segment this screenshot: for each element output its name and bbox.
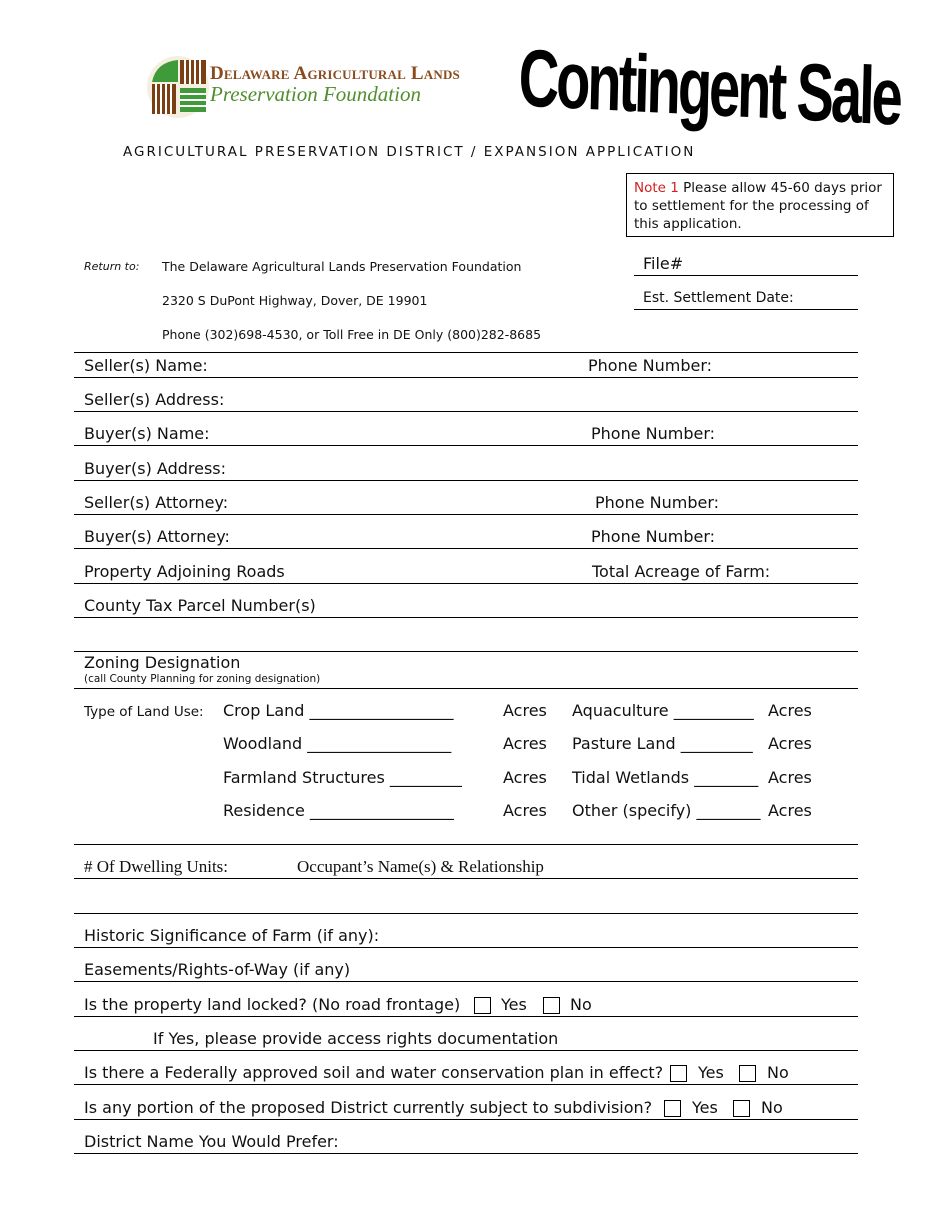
buyer-address-line[interactable]	[74, 480, 858, 481]
file-number-line[interactable]	[634, 275, 858, 276]
no-label: No	[767, 1063, 789, 1082]
land-use-structures[interactable]: Farmland Structures _________	[223, 768, 462, 787]
zoning-note: (call County Planning for zoning designation)	[84, 673, 321, 685]
acres-label: Acres	[768, 768, 812, 787]
dwelling-units-label: # Of Dwelling Units:	[84, 857, 229, 876]
seller-attorney-line[interactable]	[74, 514, 858, 515]
divider	[74, 844, 858, 845]
divider	[74, 1050, 858, 1051]
land-use-pasture[interactable]: Pasture Land _________	[572, 734, 753, 753]
acres-label: Acres	[768, 701, 812, 720]
seller-attorney-label: Seller(s) Attorney:	[84, 493, 229, 512]
return-to-label: Return to:	[84, 260, 140, 273]
org-name-line2: Preservation Foundation	[210, 82, 421, 106]
buyer-attorney-label: Buyer(s) Attorney:	[84, 527, 230, 546]
note-label: Note 1	[634, 180, 679, 196]
note-text: Please allow 45-60 days prior to settlement for the processing of this application.	[634, 180, 882, 232]
acres-label: Acres	[768, 734, 812, 753]
divider	[74, 1016, 858, 1017]
easements-label: Easements/Rights-of-Way (if any)	[84, 960, 351, 979]
acres-label: Acres	[503, 734, 547, 753]
land-use-other[interactable]: Other (specify) ________	[572, 801, 761, 820]
subdivision-yes-checkbox[interactable]	[664, 1100, 681, 1117]
yes-label: Yes	[692, 1098, 718, 1117]
acres-label: Acres	[503, 768, 547, 787]
seller-attorney-phone-label: Phone Number:	[595, 493, 720, 512]
landlocked-no-checkbox[interactable]	[543, 997, 560, 1014]
acres-label: Acres	[503, 701, 547, 720]
settlement-date-line[interactable]	[634, 309, 858, 310]
subdivision-no-checkbox[interactable]	[733, 1100, 750, 1117]
adjoining-roads-label: Property Adjoining Roads	[84, 562, 285, 581]
acres-label: Acres	[768, 801, 812, 820]
contingent-sale-stamp: Contingent Sale	[517, 31, 901, 143]
divider	[74, 651, 858, 652]
land-use-residence[interactable]: Residence __________________	[223, 801, 454, 820]
landlocked-note: If Yes, please provide access rights documentation	[153, 1029, 559, 1048]
acres-label: Acres	[503, 801, 547, 820]
land-use-woodland[interactable]: Woodland __________________	[223, 734, 452, 753]
historic-label: Historic Significance of Farm (if any):	[84, 926, 380, 945]
return-address: 2320 S DuPont Highway, Dover, DE 19901	[162, 293, 428, 308]
no-label: No	[761, 1098, 783, 1117]
note-box	[626, 173, 894, 237]
buyer-address-label: Buyer(s) Address:	[84, 459, 227, 478]
yes-label: Yes	[501, 995, 527, 1014]
land-use-label: Type of Land Use:	[84, 704, 204, 720]
subdivision-question: Is any portion of the proposed District currently subject to subdivision?	[84, 1098, 653, 1117]
seller-address-line[interactable]	[74, 411, 858, 412]
zoning-label: Zoning Designation	[84, 653, 241, 672]
buyer-name-line[interactable]	[74, 445, 858, 446]
conservation-no-checkbox[interactable]	[739, 1065, 756, 1082]
no-label: No	[570, 995, 592, 1014]
landlocked-question: Is the property land locked? (No road frontage)	[84, 995, 461, 1014]
seller-name-line[interactable]	[74, 377, 858, 378]
easements-line[interactable]	[74, 981, 858, 982]
return-phone: Phone (302)698-4530, or Toll Free in DE Only (800)282-8685	[162, 327, 542, 342]
conservation-question: Is there a Federally approved soil and water conservation plan in effect?	[84, 1063, 664, 1082]
roads-line[interactable]	[74, 583, 858, 584]
district-name-line[interactable]	[74, 1153, 858, 1154]
buyer-attorney-line[interactable]	[74, 548, 858, 549]
land-use-tidal-wetlands[interactable]: Tidal Wetlands ________	[572, 768, 759, 787]
buyer-name-label: Buyer(s) Name:	[84, 424, 210, 443]
application-title: AGRICULTURAL PRESERVATION DISTRICT / EXPANSION APPLICATION	[123, 144, 696, 160]
occupants-label: Occupant’s Name(s) & Relationship	[297, 857, 544, 876]
parcel-number-label: County Tax Parcel Number(s)	[84, 596, 316, 615]
dwelling-line-2[interactable]	[74, 913, 858, 914]
land-use-aquaculture[interactable]: Aquaculture __________	[572, 701, 754, 720]
settlement-date-label: Est. Settlement Date:	[643, 290, 794, 306]
zoning-line[interactable]	[74, 688, 858, 689]
return-name: The Delaware Agricultural Lands Preservation Foundation	[162, 259, 522, 274]
seller-name-label: Seller(s) Name:	[84, 356, 208, 375]
divider	[74, 1119, 858, 1120]
total-acreage-label: Total Acreage of Farm:	[592, 562, 771, 581]
divider	[74, 1084, 858, 1085]
org-name-line1: Delaware Agricultural Lands	[210, 63, 460, 84]
yes-label: Yes	[698, 1063, 724, 1082]
divider	[74, 352, 858, 353]
conservation-yes-checkbox[interactable]	[670, 1065, 687, 1082]
historic-line[interactable]	[74, 947, 858, 948]
landlocked-yes-checkbox[interactable]	[474, 997, 491, 1014]
file-number-label: File#	[643, 254, 684, 273]
buyer-attorney-phone-label: Phone Number:	[591, 527, 716, 546]
district-name-label: District Name You Would Prefer:	[84, 1132, 339, 1151]
seller-phone-label: Phone Number:	[588, 356, 713, 375]
seller-address-label: Seller(s) Address:	[84, 390, 225, 409]
parcel-line[interactable]	[74, 617, 858, 618]
buyer-phone-label: Phone Number:	[591, 424, 716, 443]
dwelling-line[interactable]	[74, 878, 858, 879]
land-use-crop[interactable]: Crop Land __________________	[223, 701, 454, 720]
